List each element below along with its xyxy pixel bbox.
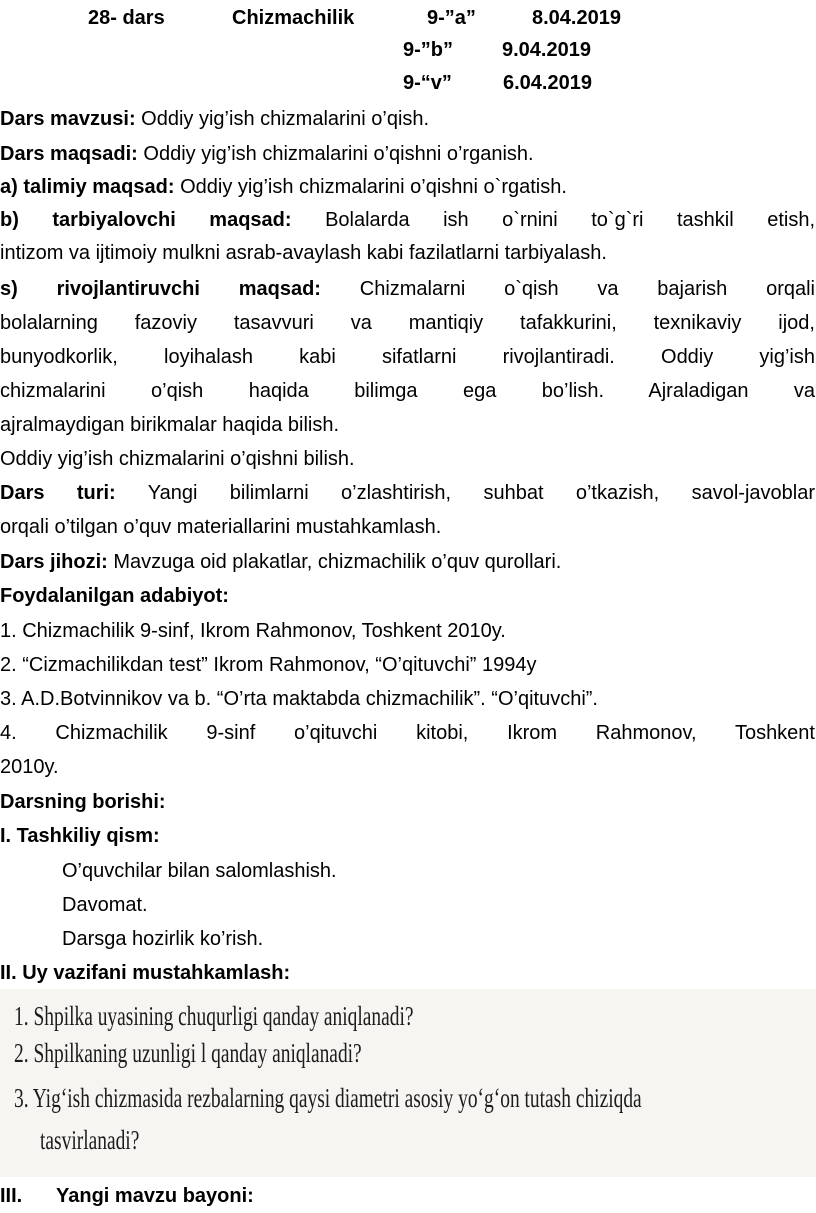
class-b-date: 9.04.2019 <box>502 39 591 61</box>
step-attendance: Davomat. <box>62 894 148 916</box>
topic-label: Dars mavzusi: <box>0 108 136 130</box>
topic-row <box>0 103 816 135</box>
goal-s-line-2: bolalarning fazoviy tasavvuri va mantiqiy tafakkurini, texnikaviy ijod, <box>0 312 815 334</box>
equipment-text: Mavzuga oid plakatlar, chizmachilik o’quv qurollari. <box>107 551 562 573</box>
question-3-cont: tasvirlanadi? <box>40 1125 140 1155</box>
goal-s-line-1 <box>0 273 815 305</box>
question-1: 1. Shpilka uyasining chuqurligi qanday aniqlanadi? <box>14 1001 414 1031</box>
lesson-number: 28- dars <box>88 7 165 29</box>
section-2-heading: II. Uy vazifani mustahkamlash: <box>0 962 291 984</box>
topic-text: Oddiy yig’ish chizmalarini o’qish. <box>135 108 430 130</box>
literature-item-4: 4. Chizmachilik 9-sinf o’qituvchi kitobi, Ikrom Rahmonov, Toshkent <box>0 722 815 744</box>
goal-s-label: s) rivojlantiruvchi maqsad: <box>0 278 321 300</box>
goal-b-text: Bolalarda ish o`rnini to`g`ri tashkil etish, <box>291 209 816 231</box>
class-a: 9-”a” <box>427 7 476 29</box>
goal-a-label: a) talimiy maqsad: <box>0 176 175 198</box>
question-3: 3. Yig‘ish chizmasida rezbalarning qaysi diametri asosiy yo‘g‘on tutash chiziqda <box>14 1083 642 1113</box>
goal-b-line-1 <box>0 204 815 236</box>
section-1-heading: I. Tashkiliy qism: <box>0 825 160 847</box>
goal-s-line-6: Oddiy yig’ish chizmalarini o’qishni bilish. <box>0 448 355 470</box>
scanned-questions-image <box>0 989 816 1177</box>
class-a-date: 8.04.2019 <box>532 7 621 29</box>
step-greeting: O’quvchilar bilan salomlashish. <box>62 860 337 882</box>
class-v-date: 6.04.2019 <box>503 72 592 94</box>
goal-a-text: Oddiy yig’ish chizmalarini o’qishni o`rgatish. <box>174 176 567 198</box>
subject-name: Chizmachilik <box>232 7 355 29</box>
goal-b-label: b) tarbiyalovchi maqsad: <box>0 209 292 231</box>
literature-item-4-cont: 2010y. <box>0 756 59 778</box>
goal-s-text: Chizmalarni o`qish va bajarish orqali <box>320 278 816 300</box>
goal-label: Dars maqsadi: <box>0 143 138 165</box>
equipment-label: Dars jihozi: <box>0 551 108 573</box>
section-3-heading: Yangi mavzu bayoni: <box>56 1185 254 1207</box>
literature-title: Foydalanilgan adabiyot: <box>0 585 229 607</box>
goal-a-row <box>0 171 816 203</box>
step-readiness: Darsga hozirlik ko’rish. <box>62 928 264 950</box>
section-3-number: III. <box>0 1185 23 1207</box>
goal-s-line-4: chizmalarini o’qish haqida bilimga ega bo’lish. Ajraladigan va <box>0 380 815 402</box>
equipment-row <box>0 546 816 578</box>
course-title: Darsning borishi: <box>0 791 166 813</box>
goal-s-line-3: bunyodkorlik, loyihalash kabi sifatlarni rivojlantiradi. Oddiy yig’ish <box>0 346 815 368</box>
lesson-type-line-2: orqali o’tilgan o’quv materiallarini mustahkamlash. <box>0 516 442 538</box>
literature-item-1: 1. Chizmachilik 9-sinf, Ikrom Rahmonov, Toshkent 2010y. <box>0 620 506 642</box>
literature-item-2: 2. “Cizmachilikdan test” Ikrom Rahmonov, “O’qituvchi” 1994y <box>0 654 537 676</box>
class-v: 9-“v” <box>403 72 452 94</box>
goal-b-line-2: intizom va ijtimoiy mulkni asrab-avaylash kabi fazilatlarni tarbiyalash. <box>0 242 607 264</box>
goal-text: Oddiy yig’ish chizmalarini o’qishni o’rganish. <box>137 143 534 165</box>
lesson-type-text: Yangi bilimlarni o’zlashtirish, suhbat o’tkazish, savol-javoblar <box>115 482 815 504</box>
literature-item-3: 3. A.D.Botvinnikov va b. “O’rta maktabda chizmachilik”. “O’qituvchi”. <box>0 688 598 710</box>
lesson-type-label: Dars turi: <box>0 482 116 504</box>
lesson-type-line-1 <box>0 477 815 509</box>
class-b: 9-”b” <box>403 39 453 61</box>
goal-row <box>0 138 816 170</box>
goal-s-line-5: ajralmaydigan birikmalar haqida bilish. <box>0 414 340 436</box>
question-2: 2. Shpilkaning uzunligi l qanday aniqlanadi? <box>14 1038 362 1068</box>
